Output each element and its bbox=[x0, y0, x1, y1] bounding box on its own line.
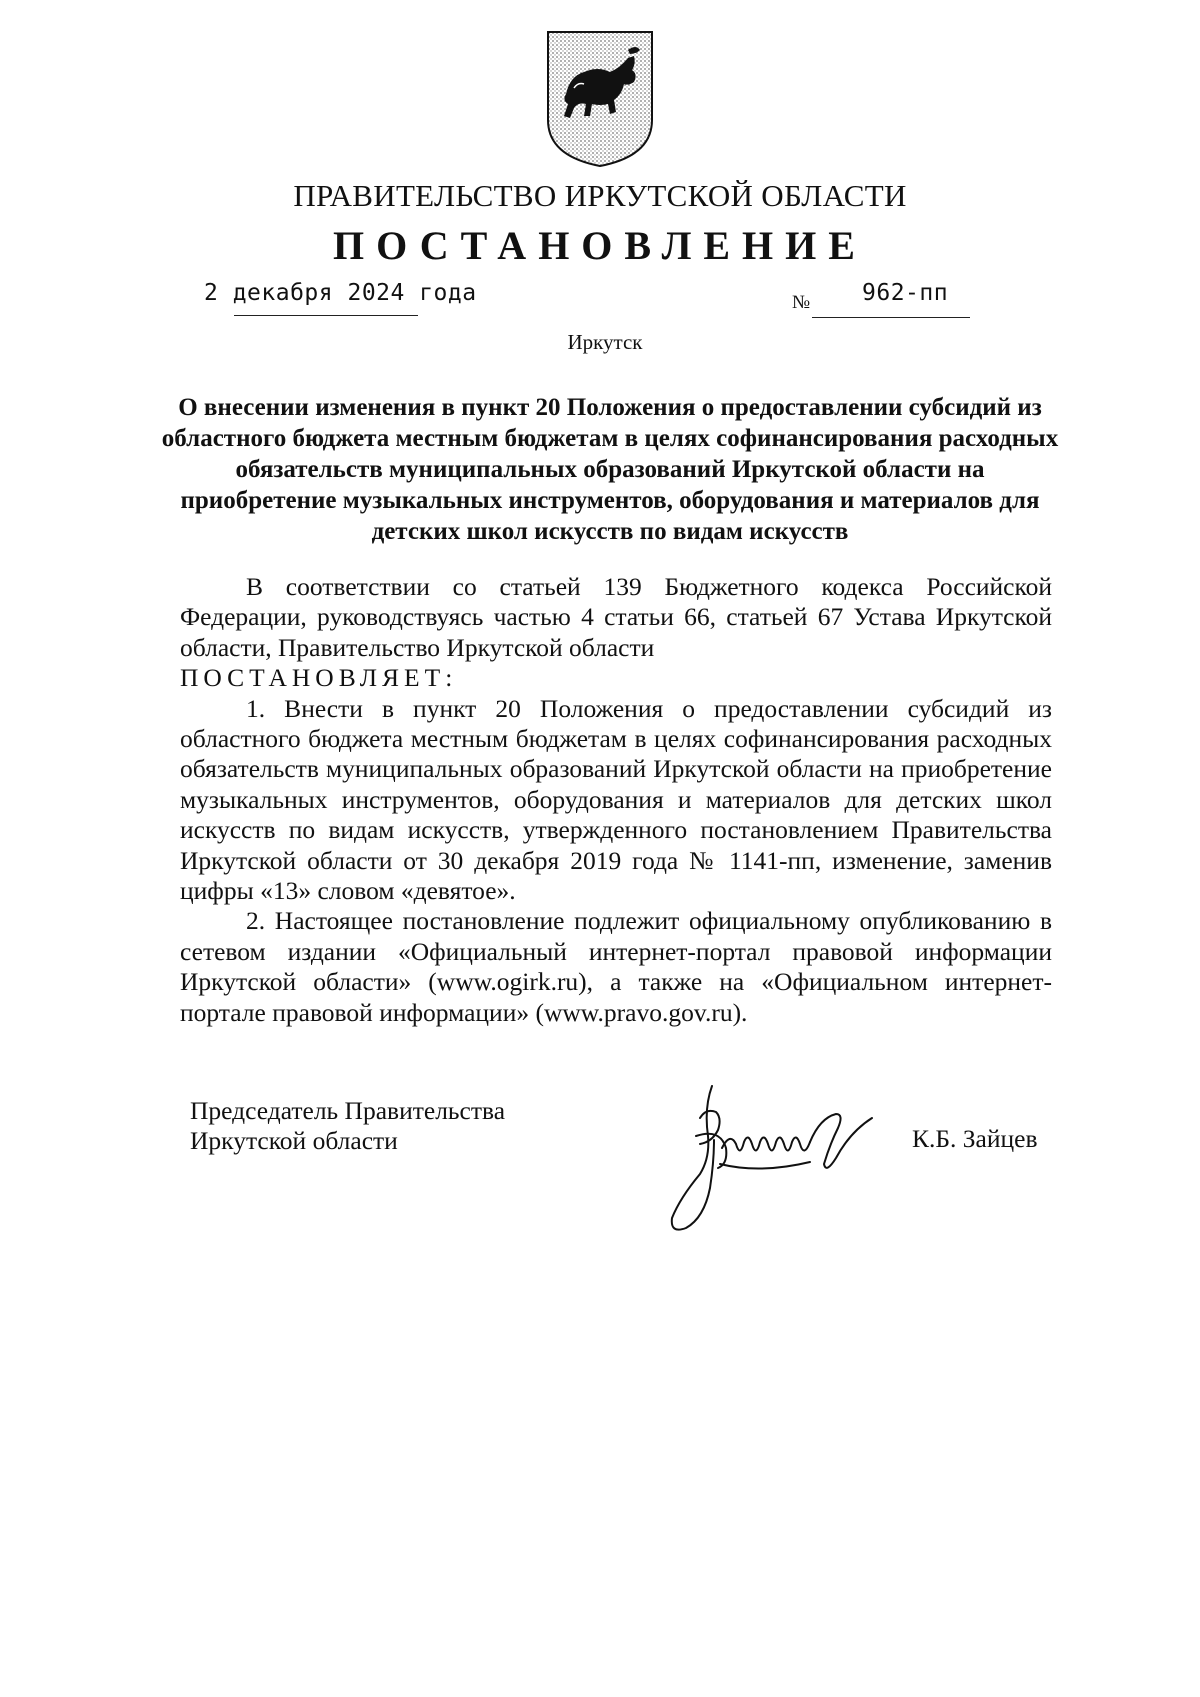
handwritten-signature-icon bbox=[660, 1078, 890, 1238]
item-paragraph-1: 1. Внести в пункт 20 Положения о предоставлении субсидий из областного бюджета местным бюджетам в целях софинансирования расходных обязательств муниципальных образований Иркутской области на приобретение музыкальных инструментов, оборудования и материалов для детских школ искусств по видам искусств, утвержденного постановлением Правительства Иркутской области от 30 декабря 2019 года № 1141-пп, изменение, заменив цифры «13» словом «девятое». bbox=[180, 693, 1052, 906]
signatory-position bbox=[190, 1096, 505, 1156]
government-name: ПРАВИТЕЛЬСТВО ИРКУТСКОЙ ОБЛАСТИ bbox=[293, 178, 907, 213]
number-underline bbox=[812, 317, 970, 318]
decree-word: ПОСТАНОВЛЯЕТ: bbox=[180, 663, 458, 693]
preamble-paragraph: В соответствии со статьей 139 Бюджетного кодекса Российской Федерации, руководствуясь частью 4 статьи 66, статьей 67 Устава Иркутской области, Правительство Иркутской области bbox=[180, 572, 1052, 662]
document-number: 962-пп bbox=[862, 280, 949, 306]
date-underline bbox=[234, 315, 418, 316]
item-paragraph-2: 2. Настоящее постановление подлежит официальному опубликованию в сетевом издании «Официальный интернет-портал правовой информации Иркутской области» (www.ogirk.ru), а также на «Официальном интернет-портале правовой информации» (www.pravo.gov.ru). bbox=[180, 906, 1052, 1027]
document-date: 2 декабря 2024 года bbox=[204, 280, 477, 306]
position-line-1: Председатель Правительства bbox=[190, 1096, 506, 1125]
document-type: ПОСТАНОВЛЕНИЕ bbox=[333, 223, 867, 268]
signatory-name: К.Б. Зайцев bbox=[912, 1124, 1038, 1153]
document-body bbox=[180, 572, 1052, 1028]
document-title: О внесении изменения в пункт 20 Положения о предоставлении субсидий из областного бюджета местным бюджетам в целях софинансирования расходных обязательств муниципальных образований Иркутской области на приобретение музыкальных инструментов, оборудования и материалов для детских школ искусств по видам искусств bbox=[161, 394, 1059, 545]
city-name: Иркутск bbox=[567, 330, 643, 354]
number-sign: № bbox=[792, 292, 811, 313]
coat-of-arms-icon bbox=[544, 28, 656, 168]
position-line-2: Иркутской области bbox=[190, 1126, 398, 1155]
